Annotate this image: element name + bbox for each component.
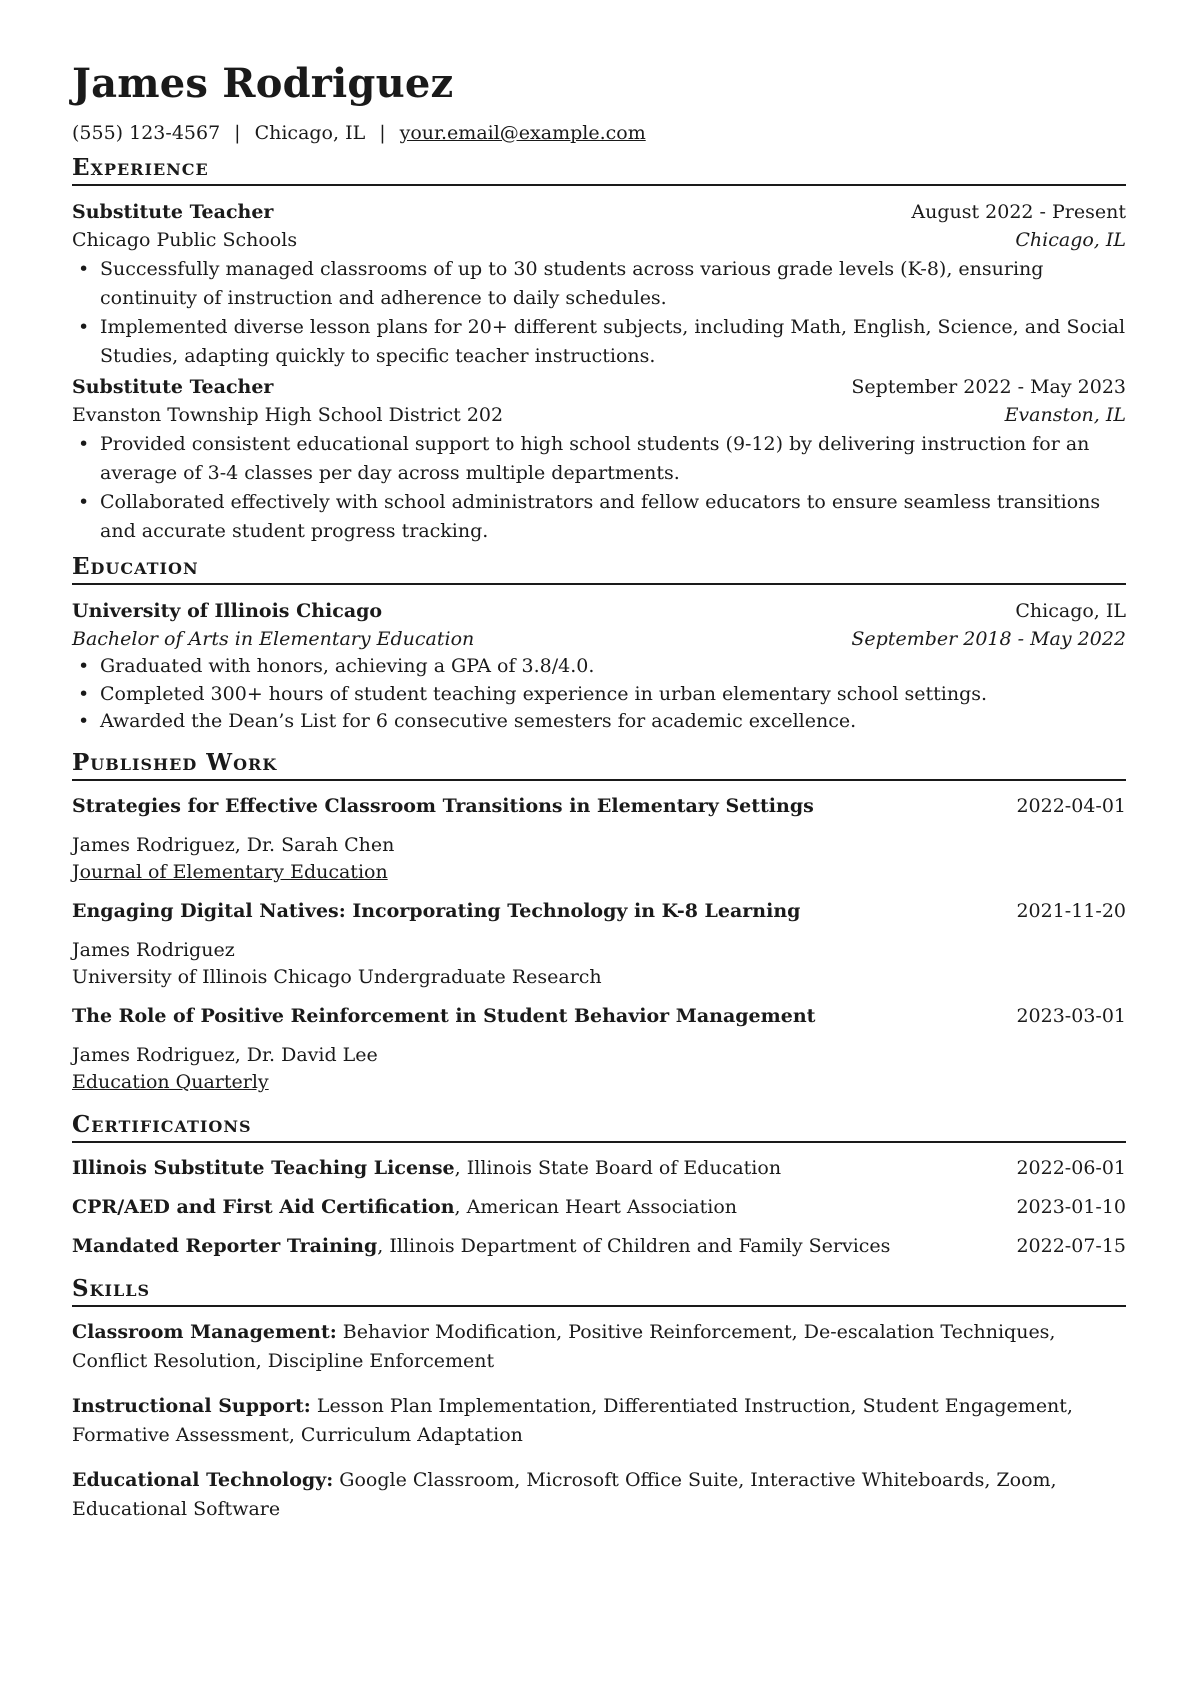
certification-row [72, 1194, 1126, 1220]
job-bullets [72, 430, 1126, 546]
skill-group [72, 1392, 1126, 1450]
job-dates: August 2022 - Present [911, 201, 1126, 223]
publication-date: 2022-04-01 [1016, 795, 1126, 817]
publication-date: 2021-11-20 [1016, 900, 1126, 922]
certification-name: Mandated Reporter Training [72, 1235, 378, 1257]
publication-title: Engaging Digital Natives: Incorporating Technology in K-8 Learning [72, 900, 801, 922]
publication-venue-row [72, 859, 1126, 885]
skill-label: Classroom Management: [72, 1321, 337, 1343]
publication-venue: University of Illinois Chicago Undergraduate Research [72, 966, 602, 988]
job-header [72, 374, 1126, 400]
skill-items: Lesson Plan Implementation, Differentiated Instruction, Student Engagement, Formative Assessment, Curriculum Adaptation [72, 1395, 1073, 1446]
skill-group [72, 1466, 1126, 1524]
separator: | [379, 122, 386, 144]
job-dates: September 2022 - May 2023 [851, 376, 1126, 398]
certification-date: 2023-01-10 [1016, 1196, 1126, 1218]
publication-authors-row [72, 1042, 1126, 1068]
publication-venue-row [72, 1069, 1126, 1095]
certification-issuer: , American Heart Association [454, 1196, 738, 1218]
job-location: Evanston, IL [1004, 404, 1126, 426]
publication-header [72, 793, 1126, 819]
publication-authors: James Rodriguez [72, 939, 235, 961]
skill-label: Instructional Support: [72, 1395, 311, 1417]
job-org: Evanston Township High School District 202 [72, 404, 504, 426]
publication-venue-row [72, 964, 1126, 990]
list-item: • Graduated with honors, achieving a GPA of 3.8/4.0. [72, 653, 1126, 681]
job-subheader [72, 402, 1126, 428]
school-name: University of Illinois Chicago [72, 600, 383, 622]
certification [72, 1194, 737, 1220]
publication-title: The Role of Positive Reinforcement in Student Behavior Management [72, 1005, 816, 1027]
publication-authors-row [72, 937, 1126, 963]
list-item: • Awarded the Dean’s List for 6 consecutive semesters for academic excellence. [72, 708, 1126, 736]
school-header [72, 598, 1126, 624]
separator: | [234, 122, 241, 144]
certification-date: 2022-06-01 [1016, 1157, 1126, 1179]
section-title-certifications: Certifications [72, 1111, 1126, 1143]
list-item: • Successfully managed classrooms of up to 30 students across various grade levels (K-8), ensuring continuity of instruction and adherence to daily schedules. [72, 255, 1126, 313]
skill-label: Educational Technology: [72, 1469, 334, 1491]
publication-header [72, 898, 1126, 924]
school-location: Chicago, IL [1015, 600, 1126, 622]
certification-name: Illinois Substitute Teaching License [72, 1157, 455, 1179]
candidate-name: James Rodriguez [72, 60, 454, 107]
publication-venue-link[interactable]: Journal of Elementary Education [72, 861, 388, 883]
degree: Bachelor of Arts in Elementary Education [72, 628, 475, 650]
skill-group [72, 1318, 1126, 1376]
publication-authors-row [72, 832, 1126, 858]
job-bullets [72, 255, 1126, 371]
publication-date: 2023-03-01 [1016, 1005, 1126, 1027]
list-item: • Implemented diverse lesson plans for 20+ different subjects, including Math, English, Science, and Social Studies, adapting quickly to specific teacher instructions. [72, 313, 1126, 371]
certification-issuer: , Illinois Department of Children and Family Services [377, 1235, 891, 1257]
job-header [72, 199, 1126, 225]
job-location: Chicago, IL [1015, 229, 1126, 251]
skill-items: Behavior Modification, Positive Reinforcement, De-escalation Techniques, Conflict Resolution, Discipline Enforcement [72, 1321, 1056, 1372]
phone: (555) 123-4567 [72, 122, 221, 144]
publication-authors: James Rodriguez, Dr. David Lee [72, 1044, 378, 1066]
email-link[interactable]: your.email@example.com [399, 122, 646, 144]
skill-items: Google Classroom, Microsoft Office Suite, Interactive Whiteboards, Zoom, Educational Software [72, 1469, 1057, 1520]
publication-authors: James Rodriguez, Dr. Sarah Chen [72, 834, 395, 856]
list-item: • Completed 300+ hours of student teaching experience in urban elementary school settings. [72, 681, 1126, 709]
job-title: Substitute Teacher [72, 201, 274, 223]
location: Chicago, IL [254, 122, 366, 144]
certification-name: CPR/AED and First Aid Certification [72, 1196, 455, 1218]
education-dates: September 2018 - May 2022 [851, 628, 1126, 650]
certification-issuer: , Illinois State Board of Education [454, 1157, 782, 1179]
section-title-published-work: Published Work [72, 749, 1126, 781]
publication-venue-link[interactable]: Education Quarterly [72, 1071, 269, 1093]
education-bullets [72, 653, 1126, 736]
certification-row [72, 1155, 1126, 1181]
list-item: • Provided consistent educational support to high school students (9-12) by delivering instruction for an average of 3-4 classes per day across multiple departments. [72, 430, 1126, 488]
certification [72, 1155, 781, 1181]
list-item: • Collaborated effectively with school administrators and fellow educators to ensure seamless transitions and accurate student progress tracking. [72, 488, 1126, 546]
degree-row [72, 626, 1126, 652]
contact-line [72, 120, 646, 146]
publication-header [72, 1003, 1126, 1029]
job-title: Substitute Teacher [72, 376, 274, 398]
section-title-experience: Experience [72, 154, 1126, 186]
job-subheader [72, 227, 1126, 253]
certification [72, 1233, 890, 1259]
certification-row [72, 1233, 1126, 1259]
certification-date: 2022-07-15 [1016, 1235, 1126, 1257]
section-title-skills: Skills [72, 1275, 1126, 1307]
section-title-education: Education [72, 553, 1126, 585]
job-org: Chicago Public Schools [72, 229, 298, 251]
publication-title: Strategies for Effective Classroom Transitions in Elementary Settings [72, 795, 814, 817]
